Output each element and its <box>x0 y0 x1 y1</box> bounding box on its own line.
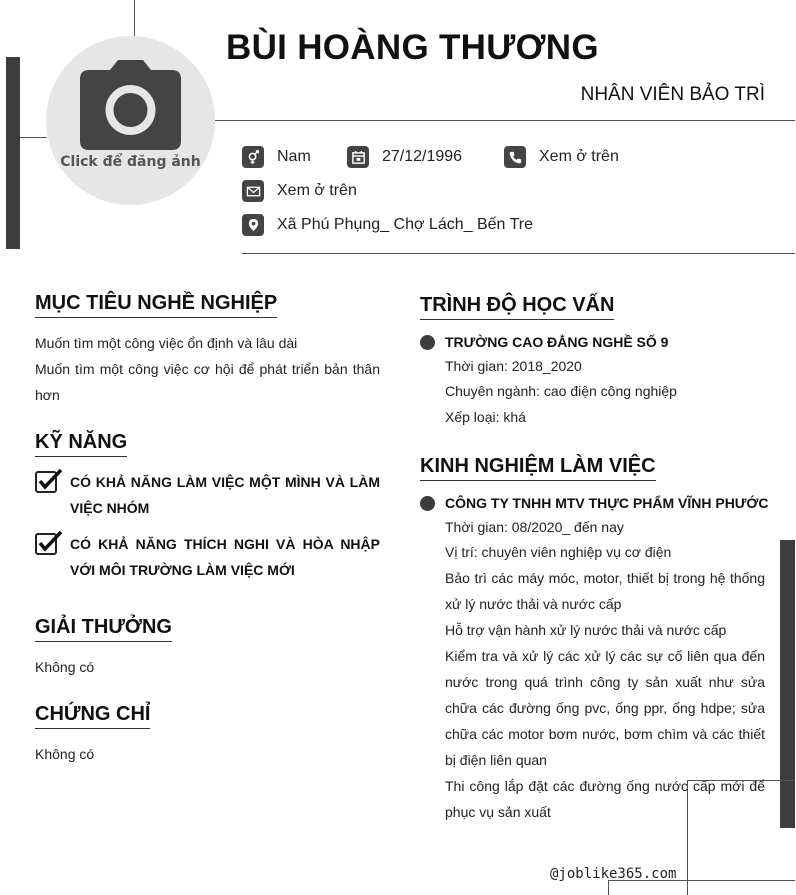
skill-text: CÓ KHẢ NĂNG THÍCH NGHI VÀ HÒA NHẬP VỚI MÔI TRƯỜNG LÀM VIỆC MỚI <box>70 536 380 578</box>
birthday-value: 27/12/1996 <box>382 148 463 165</box>
education-heading: TRÌNH ĐỘ HỌC VẤN <box>420 294 614 320</box>
experience-duty: Hỗ trợ vận hành xử lý nước thải và nước cấp <box>445 622 727 638</box>
checkbox-checked-icon <box>35 531 63 555</box>
decorative-line <box>608 880 609 895</box>
bullet-dot <box>420 496 435 511</box>
school-name: TRƯỜNG CAO ĐẲNG NGHỀ SỐ 9 <box>445 334 669 350</box>
phone-icon <box>504 146 526 168</box>
objective-line: Muốn tìm một công việc cơ hội để phát triển bản thân hơn <box>35 361 380 403</box>
bullet-dot <box>420 335 435 350</box>
email-value: Xem ở trên <box>277 182 357 199</box>
contact-birthday <box>347 146 462 168</box>
checkbox-checked-icon <box>35 469 63 493</box>
certificates-value: Không có <box>35 746 95 762</box>
objective-heading: MỤC TIÊU NGHỀ NGHIỆP <box>35 292 277 318</box>
location-icon <box>242 214 264 236</box>
objective-line: Muốn tìm một công việc ổn định và lâu dài <box>35 335 298 351</box>
decorative-line <box>134 0 135 36</box>
divider <box>242 253 795 254</box>
experience-time: Thời gian: 08/2020_ đến nay <box>445 519 624 535</box>
skill-text: CÓ KHẢ NĂNG LÀM VIỆC MỘT MÌNH VÀ LÀM VIỆC NHÓM <box>70 474 380 516</box>
contact-phone <box>504 146 619 168</box>
skills-heading: KỸ NĂNG <box>35 431 127 457</box>
photo-caption: Click để đăng ảnh <box>60 154 201 170</box>
education-major: Chuyên ngành: cao điện công nghiệp <box>445 383 677 399</box>
profile-photo-upload[interactable] <box>46 36 215 205</box>
contact-address <box>242 214 533 236</box>
brand-watermark: @joblike365.com <box>550 866 677 882</box>
decorative-bar-right <box>780 540 795 828</box>
experience-heading: KINH NGHIỆM LÀM VIỆC <box>420 455 656 481</box>
experience-duty: Thi công lắp đặt các đường ống nước cấp mới để phục vụ sản xuất <box>445 778 765 820</box>
gender-value: Nam <box>277 148 311 165</box>
awards-heading: GIẢI THƯỞNG <box>35 616 172 642</box>
mail-icon <box>242 180 264 202</box>
experience-role: Vị trí: chuyên viên nghiệp vụ cơ điện <box>445 544 672 560</box>
experience-duty: Kiểm tra và xử lý các xử lý các sự cố liên qua đến nước trong quá trình công ty sản xuất như sửa chữa các đường ống pvc, ống ppr, ống hdpe; sửa chữa các motor bơm nước, bơm chìm và các thiết bị điện liên quan <box>445 648 765 768</box>
awards-value: Không có <box>35 659 95 675</box>
education-time: Thời gian: 2018_2020 <box>445 358 582 374</box>
phone-value: Xem ở trên <box>539 148 619 165</box>
decorative-line <box>20 137 47 138</box>
address-value: Xã Phú Phụng_ Chợ Lách_ Bến Tre <box>277 216 533 233</box>
full-name: BÙI HOÀNG THƯƠNG <box>226 28 599 67</box>
experience-duty: Bảo trì các máy móc, motor, thiết bị trong hệ thống xử lý nước thải và nước cấp <box>445 570 765 612</box>
gender-icon <box>242 146 264 168</box>
camera-icon <box>80 60 181 150</box>
contact-email <box>242 180 357 202</box>
calendar-icon <box>347 146 369 168</box>
divider <box>215 120 795 121</box>
decorative-bar-left <box>6 57 20 249</box>
contact-gender <box>242 146 311 168</box>
certificates-heading: CHỨNG CHỈ <box>35 703 150 729</box>
job-position: NHÂN VIÊN BẢO TRÌ <box>580 84 765 105</box>
company-name: CÔNG TY TNHH MTV THỰC PHẨM VĨNH PHƯỚC <box>445 495 769 511</box>
education-grade: Xếp loại: khá <box>445 409 526 425</box>
